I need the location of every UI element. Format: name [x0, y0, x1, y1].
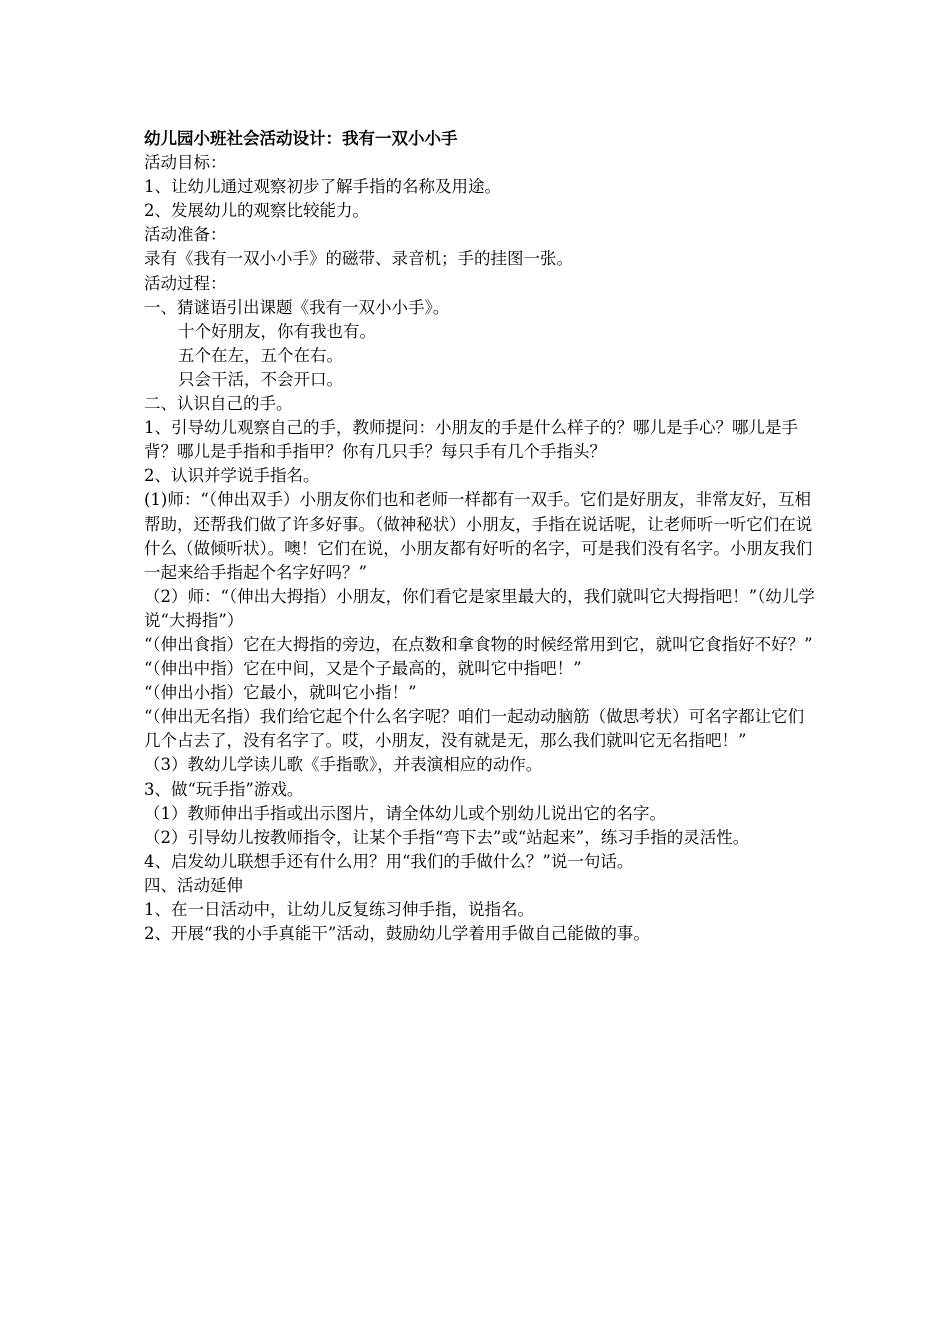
process-step-2: 二、认识自己的手。 — [144, 394, 293, 414]
section-heading-process: 活动过程： — [144, 273, 227, 293]
step-2-item-3: 3、做“玩手指”游戏。 — [144, 779, 304, 799]
preparation-text: 录有《我有一双小小手》的磁带、录音机；手的挂图一张。 — [144, 249, 573, 269]
goal-item-2: 2、发展幼儿的观察比较能力。 — [144, 201, 369, 221]
teacher-dialogue-1: (1)师：“（伸出双手）小朋友你们也和老师一样都有一双手。它们是好朋友，非常友好，互相帮助，还帮我们做了许多好事。（做神秘状）小朋友，手指在说话呢，让老师听一听它们在说什么（做倾听状）。噢！它们在说，小朋友都有好听的名字，可是我们没有名字。小朋友我们一起来给手指起个名字好吗？” — [144, 490, 813, 582]
riddle-line-3: 只会干活，不会开口。 — [178, 369, 343, 389]
document-body — [144, 127, 816, 946]
game-item-2: （2）引导幼儿按教师指令，让某个手指“弯下去”或“站起来”，练习手指的灵活性。 — [144, 827, 750, 847]
section-heading-goals: 活动目标： — [144, 153, 227, 173]
step-2-item-2: 2、认识并学说手指名。 — [144, 466, 320, 486]
finger-index: “（伸出食指）它在大拇指的旁边，在点数和拿食物的时候经常用到它，就叫它食指好不好？” — [144, 634, 813, 654]
section-heading-preparation: 活动准备： — [144, 225, 227, 245]
document-title: 幼儿园小班社会活动设计：我有一双小小手 — [144, 129, 458, 148]
extension-item-2: 2、开展“我的小手真能干”活动，鼓励幼儿学着用手做自己能做的事。 — [144, 924, 650, 944]
game-item-1: （1）教师伸出手指或出示图片，请全体幼儿或个别幼儿说出它的名字。 — [144, 803, 666, 823]
teacher-dialogue-2: （2）师：“（伸出大拇指）小朋友，你们看它是家里最大的，我们就叫它大拇指吧！”（幼儿学说“大拇指”） — [144, 586, 815, 630]
riddle-line-2: 五个在左，五个在右。 — [178, 345, 343, 365]
riddle-line-1: 十个好朋友，你有我也有。 — [178, 321, 376, 341]
goal-item-1: 1、让幼儿通过观察初步了解手指的名称及用途。 — [144, 177, 501, 197]
finger-middle: “（伸出中指）它在中间，又是个子最高的，就叫它中指吧！” — [144, 659, 582, 679]
extension-item-1: 1、在一日活动中，让幼儿反复练习伸手指，说指名。 — [144, 900, 534, 919]
finger-little: “（伸出小指）它最小，就叫它小指！” — [144, 683, 417, 703]
finger-ring: “（伸出无名指）我们给它起个什么名字呢？咱们一起动动脑筋（做思考状）可名字都让它们几个占去了，没有名字了。哎，小朋友，没有就是无，那么我们就叫它无名指吧！” — [144, 707, 805, 751]
step-2-item-1: 1、引导幼儿观察自己的手，教师提问：小朋友的手是什么样子的？哪儿是手心？哪儿是手背？哪儿是手指和手指甲？你有几只手？每只手有几个手指头？ — [144, 418, 798, 462]
section-heading-extension: 四、活动延伸 — [144, 875, 243, 895]
finger-song: （3）教幼儿学读儿歌《手指歌》，并表演相应的动作。 — [144, 755, 543, 775]
step-2-item-4: 4、启发幼儿联想手还有什么用？用“我们的手做什么？”说一句话。 — [144, 851, 634, 871]
process-step-1: 一、猜谜语引出课题《我有一双小小手》。 — [144, 297, 450, 317]
